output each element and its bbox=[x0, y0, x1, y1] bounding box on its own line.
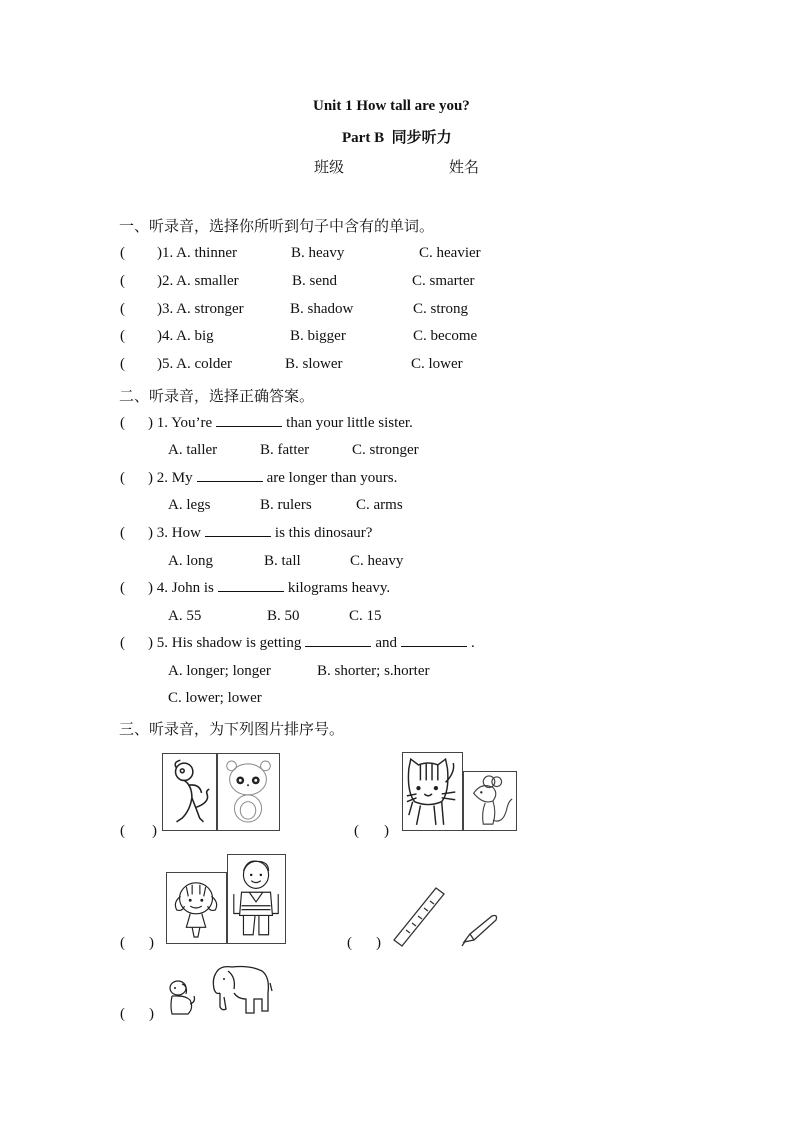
answer-blank[interactable] bbox=[216, 425, 282, 427]
answer-blank[interactable] bbox=[197, 480, 263, 482]
answer-blank[interactable] bbox=[205, 535, 271, 537]
stem-post: are longer than yours. bbox=[266, 470, 398, 486]
panda-picture bbox=[217, 753, 280, 831]
stem-post: is this dinosaur? bbox=[274, 525, 373, 541]
answer-paren-open[interactable]: ( bbox=[120, 273, 125, 289]
option-b: B. shorter; s.horter bbox=[317, 663, 430, 679]
answer-paren-open[interactable]: ( bbox=[354, 823, 359, 839]
mouse-picture bbox=[463, 771, 517, 831]
stem-pre: ) 5. His shadow is getting bbox=[148, 635, 302, 651]
answer-paren-close: ) bbox=[152, 823, 157, 839]
mouse-icon bbox=[464, 772, 516, 830]
item-option-a: )1. A. thinner bbox=[157, 245, 237, 261]
stem-pre: ) 3. How bbox=[148, 525, 201, 541]
answer-blank-1[interactable] bbox=[305, 645, 371, 647]
stem-mid: and bbox=[375, 635, 397, 651]
boy-picture bbox=[227, 854, 286, 944]
answer-blank-2[interactable] bbox=[401, 645, 467, 647]
option-c: C. 15 bbox=[349, 608, 382, 624]
answer-paren-open[interactable]: ( bbox=[120, 301, 125, 317]
section2-heading: 二、听录音，选择正确答案。 bbox=[119, 387, 315, 405]
girl-picture bbox=[166, 872, 227, 944]
question-stem bbox=[148, 525, 372, 542]
question-stem bbox=[148, 580, 390, 597]
answer-blank[interactable] bbox=[218, 590, 284, 592]
pen-picture bbox=[458, 912, 504, 948]
monkey-icon bbox=[163, 754, 216, 830]
item-option-a: )5. A. colder bbox=[157, 356, 232, 372]
question-stem bbox=[148, 470, 397, 487]
girl-icon bbox=[167, 873, 226, 943]
answer-paren-close: ) bbox=[376, 935, 381, 951]
option-a: A. longer; longer bbox=[168, 663, 271, 679]
answer-paren-close: ) bbox=[384, 823, 389, 839]
monkey-picture bbox=[162, 753, 217, 831]
item-option-b: B. shadow bbox=[290, 301, 354, 317]
item-option-a: )3. A. stronger bbox=[157, 301, 244, 317]
answer-paren-open[interactable]: ( bbox=[120, 635, 125, 651]
answer-paren-open[interactable]: ( bbox=[347, 935, 352, 951]
ruler-icon bbox=[392, 886, 448, 948]
option-a: A. long bbox=[168, 553, 213, 569]
stem-pre: ) 4. John is bbox=[148, 580, 214, 596]
item-option-a: )4. A. big bbox=[157, 328, 214, 344]
subtitle-text: Part B 同步听力 bbox=[342, 130, 452, 146]
option-b: B. 50 bbox=[267, 608, 300, 624]
answer-paren-open[interactable]: ( bbox=[120, 328, 125, 344]
answer-paren-open[interactable]: ( bbox=[120, 1006, 125, 1022]
class-label: 班级 bbox=[314, 158, 345, 176]
item-option-c: C. lower bbox=[411, 356, 463, 372]
ruler-picture bbox=[392, 886, 448, 948]
stem-post: than your little sister. bbox=[286, 415, 413, 431]
item-option-c: C. become bbox=[413, 328, 478, 344]
option-c: C. lower; lower bbox=[168, 690, 262, 706]
option-b: B. tall bbox=[264, 553, 301, 569]
item-option-c: C. smarter bbox=[412, 273, 475, 289]
stem-pre: ) 1. You’re bbox=[148, 415, 213, 431]
option-a: A. legs bbox=[168, 497, 211, 513]
boy-icon bbox=[228, 855, 285, 943]
elephant-picture bbox=[210, 963, 274, 1019]
item-option-b: B. heavy bbox=[291, 245, 345, 261]
cat-icon bbox=[403, 753, 462, 830]
worksheet-subtitle bbox=[342, 126, 452, 147]
answer-paren-open[interactable]: ( bbox=[120, 580, 125, 596]
option-c: C. stronger bbox=[352, 442, 419, 458]
answer-paren-open[interactable]: ( bbox=[120, 823, 125, 839]
stem-post: kilograms heavy. bbox=[287, 580, 391, 596]
item-option-b: B. slower bbox=[285, 356, 343, 372]
worksheet-title: Unit 1 How tall are you? bbox=[313, 98, 470, 114]
item-option-b: B. bigger bbox=[290, 328, 346, 344]
section3-heading: 三、听录音，为下列图片排序号。 bbox=[119, 720, 345, 738]
dog-icon bbox=[164, 978, 196, 1018]
answer-paren-open[interactable]: ( bbox=[120, 245, 125, 261]
answer-paren-close: ) bbox=[149, 1006, 154, 1022]
item-option-b: B. send bbox=[292, 273, 337, 289]
question-stem bbox=[148, 415, 413, 432]
option-a: A. taller bbox=[168, 442, 218, 458]
cat-picture bbox=[402, 752, 463, 831]
answer-paren-open[interactable]: ( bbox=[120, 356, 125, 372]
question-stem bbox=[148, 635, 475, 652]
item-option-a: )2. A. smaller bbox=[157, 273, 239, 289]
option-b: B. rulers bbox=[260, 497, 312, 513]
option-c: C. arms bbox=[356, 497, 403, 513]
name-label: 姓名 bbox=[449, 158, 480, 176]
pen-icon bbox=[458, 912, 504, 948]
answer-paren-open[interactable]: ( bbox=[120, 470, 125, 486]
option-c: C. heavy bbox=[350, 553, 404, 569]
option-b: B. fatter bbox=[260, 442, 310, 458]
section1-heading: 一、听录音，选择你所听到句子中含有的单词。 bbox=[119, 217, 435, 235]
item-option-c: C. strong bbox=[413, 301, 469, 317]
item-option-c: C. heavier bbox=[419, 245, 481, 261]
answer-paren-open[interactable]: ( bbox=[120, 525, 125, 541]
stem-post: . bbox=[471, 635, 475, 651]
answer-paren-open[interactable]: ( bbox=[120, 415, 125, 431]
stem-pre: ) 2. My bbox=[148, 470, 193, 486]
option-a: A. 55 bbox=[168, 608, 202, 624]
panda-icon bbox=[218, 754, 279, 830]
elephant-icon bbox=[210, 963, 274, 1019]
answer-paren-close: ) bbox=[149, 935, 154, 951]
dog-picture bbox=[164, 978, 196, 1018]
answer-paren-open[interactable]: ( bbox=[120, 935, 125, 951]
